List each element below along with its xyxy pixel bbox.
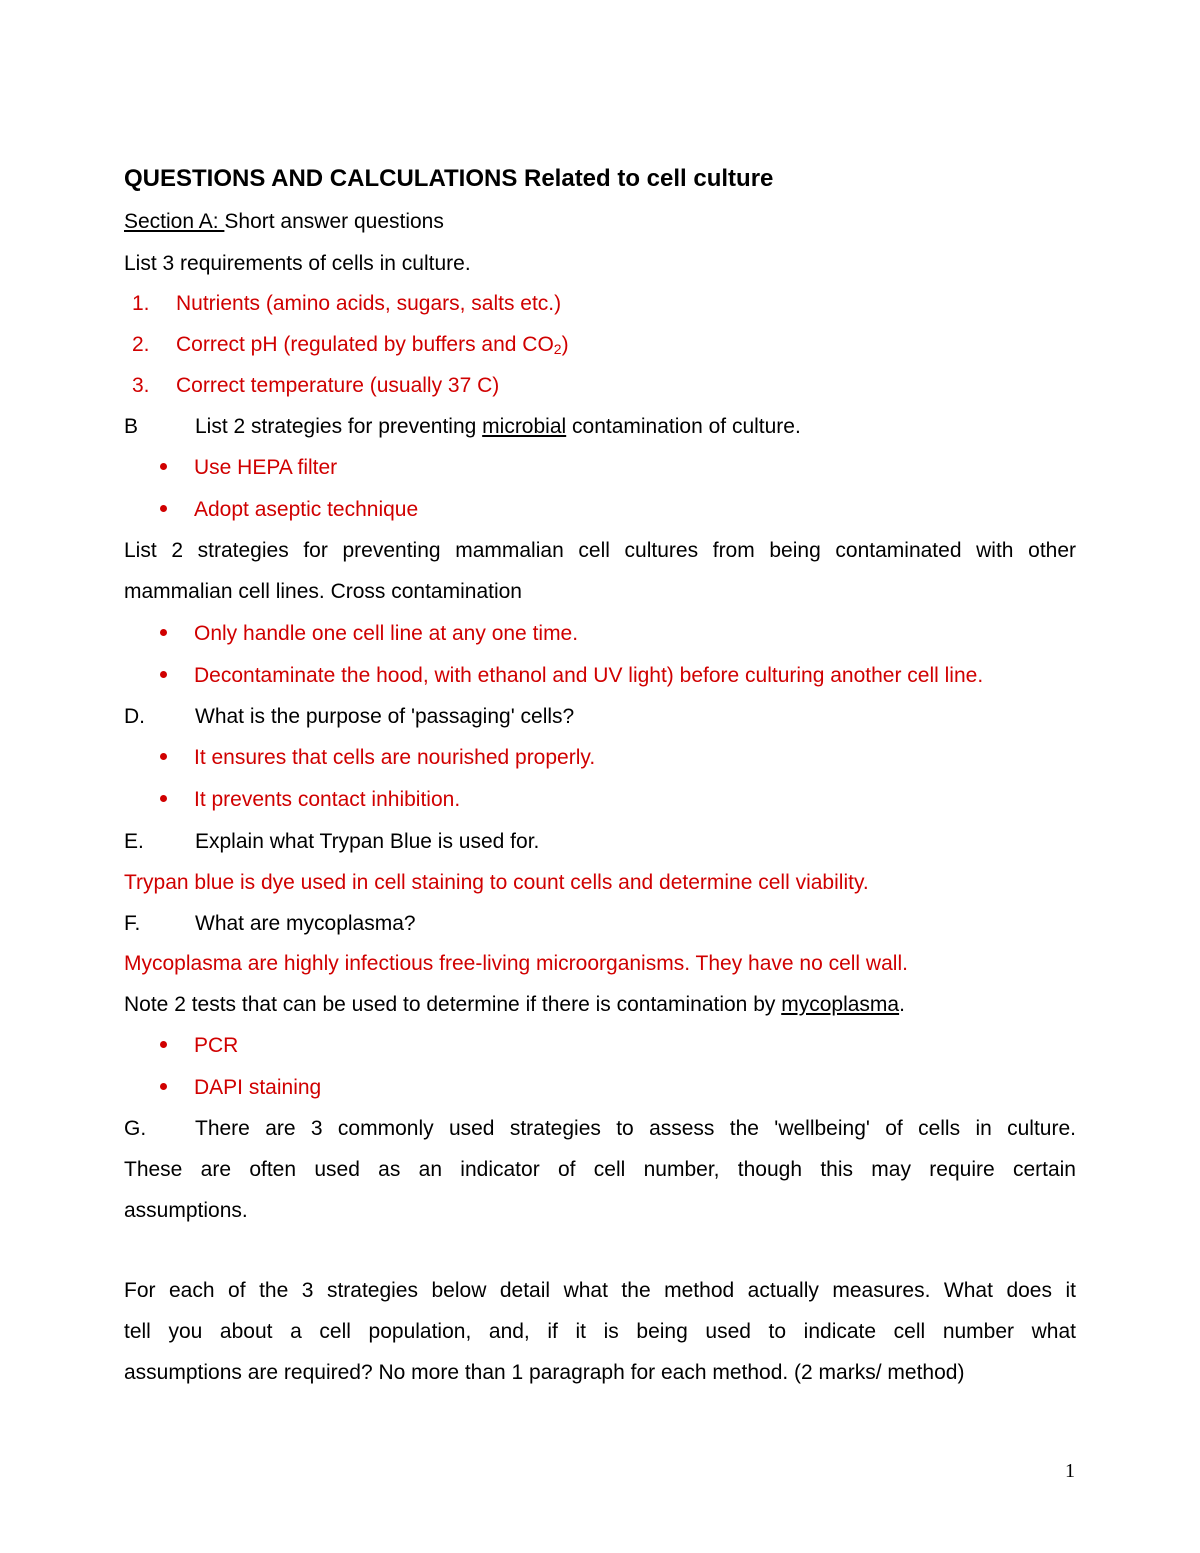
answer-bullet-item: Adopt aseptic technique — [158, 498, 418, 522]
question-g-line: These are often used as an indicator of cell number, though this may require certain — [124, 1158, 1076, 1181]
section-heading: Section A: Short answer questions — [124, 210, 444, 233]
answer-bullet-item: Decontaminate the hood, with ethanol and UV light) before culturing another cell line. — [158, 664, 983, 688]
question-b: B List 2 strategies for preventing microbial contamination of culture. — [124, 415, 801, 438]
answer-bullet-item: PCR — [158, 1034, 238, 1058]
bullet-icon — [160, 463, 167, 470]
answer-bullet-item: It ensures that cells are nourished properly. — [158, 746, 595, 770]
answer-bullet-item: It prevents contact inhibition. — [158, 788, 460, 812]
answer-bullet-item: DAPI staining — [158, 1076, 321, 1100]
bullet-icon — [160, 1041, 167, 1048]
question-c-line: mammalian cell lines. Cross contamination — [124, 580, 522, 603]
question-e: E. Explain what Trypan Blue is used for. — [124, 830, 540, 853]
answer-bullet-item: Only handle one cell line at any one time. — [158, 622, 578, 646]
page-number: 1 — [1065, 1460, 1075, 1482]
page-title: QUESTIONS AND CALCULATIONS Related to cell culture — [124, 165, 774, 192]
bullet-icon — [160, 629, 167, 636]
question-g-line: G. There are 3 commonly used strategies to assess the 'wellbeing' of cells in culture. — [124, 1117, 1076, 1140]
answer-e: Trypan blue is dye used in cell staining to count cells and determine cell viability. — [124, 871, 869, 894]
answer-list-item: 2. Correct pH (regulated by buffers and $CO_2$) — [132, 333, 569, 357]
paragraph-line: For each of the 3 strategies below detail what the method actually measures. What does it — [124, 1279, 1076, 1302]
question-a: List 3 requirements of cells in culture. — [124, 252, 471, 275]
bullet-icon — [160, 795, 167, 802]
question-g-line: assumptions. — [124, 1199, 248, 1222]
paragraph-line: assumptions are required? No more than 1 paragraph for each method. (2 marks/ method) — [124, 1361, 965, 1384]
bullet-icon — [160, 1083, 167, 1090]
bullet-icon — [160, 671, 167, 678]
bullet-icon — [160, 505, 167, 512]
note-f: Note 2 tests that can be used to determine if there is contamination by mycoplasma. — [124, 993, 905, 1016]
answer-bullet-item: Use HEPA filter — [158, 456, 337, 480]
answer-f: Mycoplasma are highly infectious free-living microorganisms. They have no cell wall. — [124, 952, 908, 975]
bullet-icon — [160, 753, 167, 760]
question-f: F. What are mycoplasma? — [124, 912, 416, 935]
question-d: D. What is the purpose of 'passaging' cells? — [124, 705, 575, 728]
question-c-line: List 2 strategies for preventing mammalian cell cultures from being contaminated with other — [124, 539, 1076, 562]
answer-list-item: 3. Correct temperature (usually 37 C) — [132, 374, 500, 397]
answer-list-item: 1. Nutrients (amino acids, sugars, salts etc.) — [132, 292, 562, 315]
paragraph-line: tell you about a cell population, and, if it is being used to indicate cell number what — [124, 1320, 1076, 1343]
